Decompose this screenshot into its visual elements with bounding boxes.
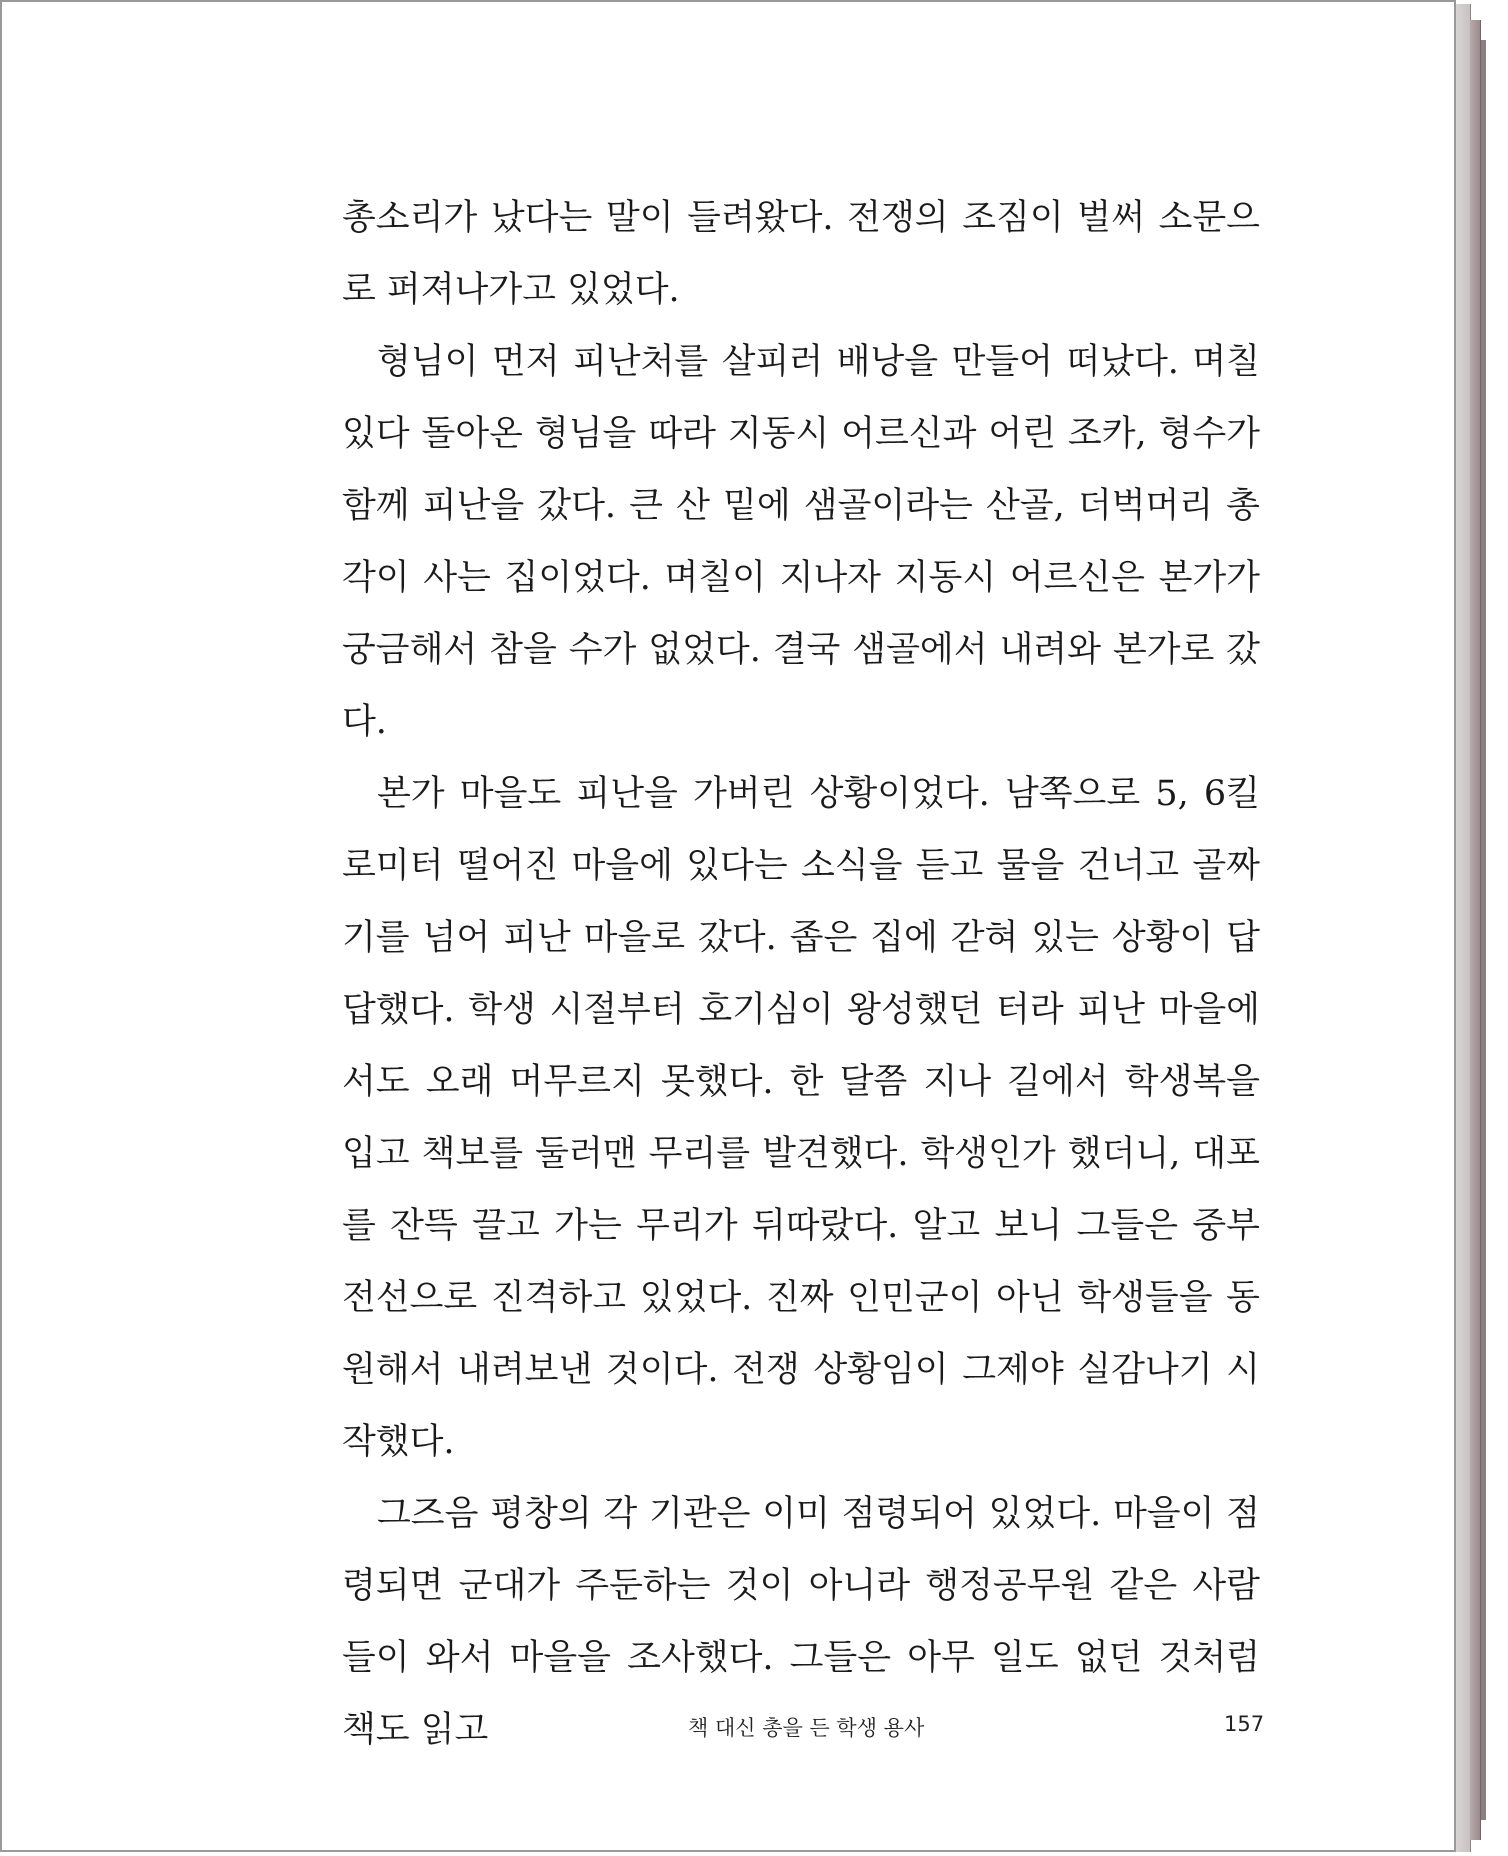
page-edge	[1456, 4, 1471, 1852]
paragraph-4: 그즈음 평창의 각 기관은 이미 점령되어 있었다. 마을이 점령되면 군대가 주둔하는 것이 아니라 행정공무원 같은 사람들이 와서 마을을 조사했다. 그들은 아무 일도 없던 것처럼 책도 읽고	[342, 1494, 1260, 1750]
page-body-text	[342, 182, 1260, 1766]
paragraph-3: 본가 마을도 피난을 가버린 상황이었다. 남쪽으로 5, 6킬로미터 떨어진 마을에 있다는 소식을 듣고 물을 건너고 골짜기를 넘어 피난 마을로 갔다. 좁은 집에 갇혀 있는 상황이 답답했다. 학생 시절부터 호기심이 왕성했던 터라 피난 마을에서도 오래 머무르지 못했다. 한 달쯤 지나 길에서 학생복을 입고 책보를 둘러맨 무리를 발견했다. 학생인가 했더니, 대포를 잔뜩 끌고 가는 무리가 뒤따랐다. 알고 보니 그들은 중부전선으로 진격하고 있었다. 진짜 인민군이 아닌 학생들을 동원해서 내려보낸 것이다. 전쟁 상황임이 그제야 실감나기 시작했다.	[342, 774, 1260, 1462]
running-footer-title: 책 대신 총을 든 학생 용사	[688, 1716, 925, 1740]
paragraph-1: 총소리가 났다는 말이 들려왔다. 전쟁의 조짐이 벌써 소문으로 퍼져나가고 있었다.	[342, 198, 1260, 310]
paragraph-2: 형님이 먼저 피난처를 살피러 배낭을 만들어 떠났다. 며칠 있다 돌아온 형님을 따라 지동시 어르신과 어린 조카, 형수가 함께 피난을 갔다. 큰 산 밑에 샘골이라는 산골, 더벅머리 총각이 사는 집이었다. 며칠이 지나자 지동시 어르신은 본가가 궁금해서 참을 수가 없었다. 결국 샘골에서 내려와 본가로 갔다.	[342, 342, 1260, 742]
page-edge	[1470, 20, 1481, 1840]
page-edge	[1481, 40, 1486, 1820]
page-number: 157	[1224, 1712, 1265, 1736]
